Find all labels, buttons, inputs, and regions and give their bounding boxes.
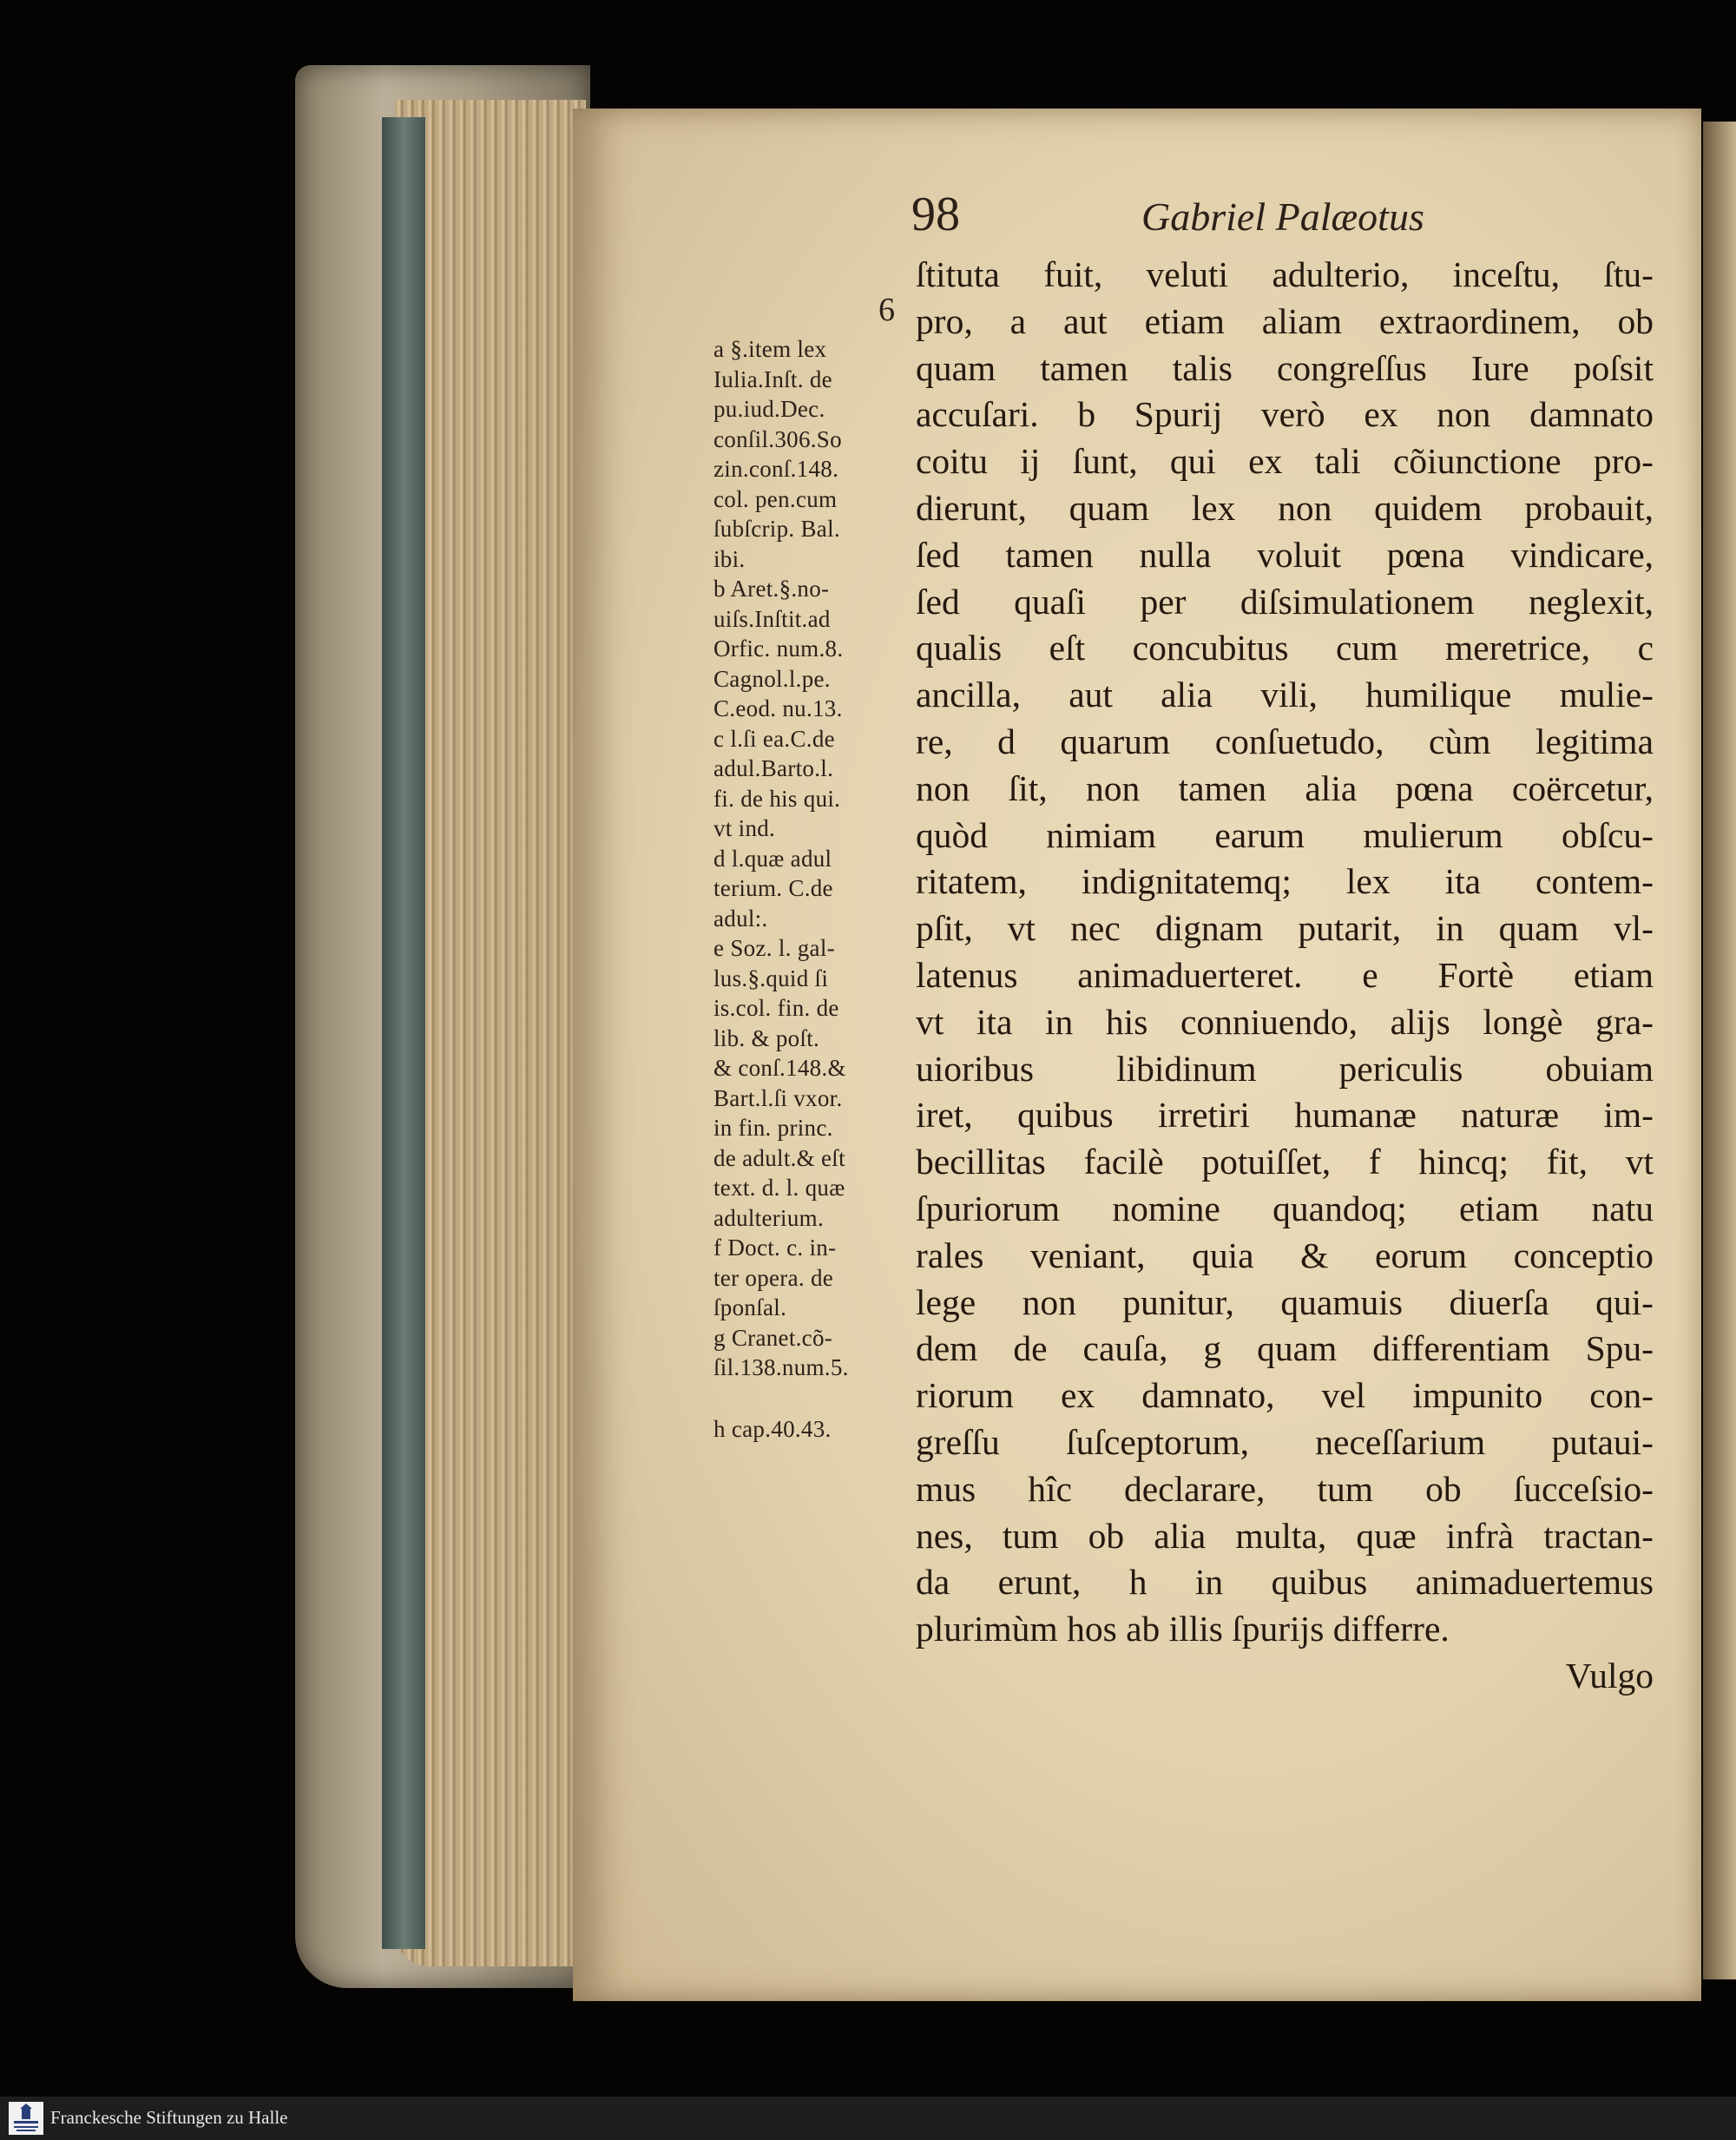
body-line: nes, tum ob alia multa, quæ infrà tractan- (916, 1515, 1654, 1556)
body-line: accuſari. b Spurij verò ex non damnato (916, 394, 1654, 435)
body-line: ancilla, aut alia vili, humilique mulie- (916, 675, 1654, 715)
body-line: plurimùm hos ab illis ſpurijs differre. (916, 1609, 1450, 1649)
marginal-note-line: de adult.& eſt (713, 1144, 845, 1171)
marginal-note-line: Bart.l.ſi vxor. (713, 1084, 843, 1111)
footer-bar (0, 2097, 1736, 2140)
marginal-note-line: Cagnol.l.pe. (713, 665, 831, 692)
catchword: Vulgo (1565, 1655, 1654, 1696)
footer-institution: Franckesche Stiftungen zu Halle (50, 2107, 288, 2128)
marginal-note-line: conſil.306.So (713, 425, 842, 452)
marginal-note-line: Iulia.Inſt. de (713, 365, 832, 392)
marginal-note-line: uiſs.Inſtit.ad (713, 605, 831, 632)
body-line: quòd nimiam earum mulierum obſcu- (916, 814, 1654, 855)
body-line: mus hîc declarare, tum ob ſucceſsio- (916, 1468, 1654, 1509)
marginal-note-line: zin.conſ.148. (713, 456, 839, 482)
marginal-note-line: adul:. (713, 905, 768, 932)
body-line: re, d quarum conſuetudo, cùm legitima (916, 721, 1654, 761)
page-number: 98 (911, 188, 960, 241)
body-line: quam tamen talis congreſſus Iure poſsit (916, 347, 1654, 388)
marginal-note-line: pu.iud.Dec. (713, 396, 825, 422)
body-line: ſed quaſi per diſsimulationem neglexit, (916, 581, 1654, 622)
marginal-note-line: ter opera. de (713, 1264, 834, 1291)
marginal-note-gap (713, 1383, 930, 1414)
body-line: ritatem, indignitatemq; lex ita contem- (916, 861, 1654, 902)
body-line: dem de cauſa, g quam differentiam Spu- (916, 1328, 1654, 1369)
body-line: riorum ex damnato, vel impunito con- (916, 1375, 1654, 1416)
body-line: ſtituta fuit, veluti adulterio, inceſtu, ſtu- (916, 254, 1654, 294)
body-line: ſed tamen nulla voluit pœna vindicare, (916, 534, 1654, 575)
marginal-note-line: is.col. fin. de (713, 995, 839, 1021)
marginal-note-line: a §.item lex (713, 336, 827, 362)
body-line: qualis eſt concubitus cum meretrice, c (916, 628, 1654, 668)
marginal-note-line: C.eod. nu.13. (713, 695, 843, 721)
marginal-note-line: lib. & poſt. (713, 1024, 820, 1051)
body-line: rales veniant, quia & eorum conceptio (916, 1235, 1654, 1275)
body-line: lege non punitur, quamuis diuerſa qui- (916, 1281, 1654, 1322)
marginal-note-line: h cap.40.43. (713, 1415, 832, 1442)
marginal-note-line: lus.§.quid ſi (713, 965, 829, 991)
marginal-note-line: Orfic. num.8. (713, 635, 844, 662)
marginal-note-line: ſubſcrip. Bal. (713, 516, 840, 542)
facing-page-edge (1703, 122, 1736, 1979)
body-line: pro, a aut etiam aliam extraordinem, ob (916, 300, 1654, 341)
marginal-note-line: d l.quæ adul (713, 845, 832, 872)
running-title: Gabriel Palæotus (1141, 194, 1424, 239)
section-marker: 6 (878, 292, 895, 328)
body-line: dierunt, quam lex non quidem probauit, (916, 487, 1654, 528)
marginal-note-line: & conſ.148.& (713, 1055, 846, 1081)
marginal-note-line: in fin. princ. (713, 1115, 833, 1141)
body-line: da erunt, h in quibus animaduertemus (916, 1562, 1654, 1603)
body-line: vt ita in his conniuendo, alijs longè gra- (916, 1001, 1654, 1042)
marginal-note-line: col. pen.cum (713, 485, 838, 512)
marginal-note-line: b Aret.§.no- (713, 576, 830, 602)
marginal-note-line: terium. C.de (713, 875, 833, 901)
body-line: becillitas facilè potuiſſet, f hincq; fit, vt (916, 1142, 1654, 1182)
body-line: non ſit, non tamen alia pœna coërcetur, (916, 767, 1654, 808)
marginal-notes (713, 334, 930, 1444)
franckesche-stiftungen-logo-icon (9, 2102, 43, 2135)
marginal-note-line: fi. de his qui. (713, 785, 841, 812)
body-line: ſpuriorum nomine quandoq; etiam natu (916, 1188, 1654, 1228)
marginal-note-line: adul.Barto.l. (713, 755, 834, 781)
book-spine (382, 117, 425, 1949)
body-line: greſſu ſuſceptorum, neceſſarium putaui- (916, 1421, 1654, 1462)
marginal-note-line: ſponſal. (713, 1294, 787, 1320)
marginal-note-line: f Doct. c. in- (713, 1235, 837, 1261)
marginal-note-line: text. d. l. quæ (713, 1175, 845, 1201)
marginal-note-line: adulterium. (713, 1204, 825, 1231)
marginal-note-line: e Soz. l. gal- (713, 935, 835, 961)
marginal-note-line: vt ind. (713, 815, 776, 841)
body-line: iret, quibus irretiri humanæ naturæ im- (916, 1095, 1654, 1136)
body-line: uioribus libidinum periculis obuiam (916, 1048, 1654, 1089)
body-line: pſit, vt nec dignam putarit, in quam vl- (916, 908, 1654, 949)
body-line: coitu ij ſunt, qui ex tali cõiunctione pro- (916, 441, 1654, 482)
page-header (911, 187, 1693, 247)
marginal-note-line: ibi. (713, 545, 746, 572)
marginal-note-line: c l.ſi ea.C.de (713, 725, 835, 752)
body-text (916, 252, 1654, 1700)
body-line: latenus animaduerteret. e Fortè etiam (916, 954, 1654, 995)
marginal-note-line: ſil.138.num.5. (713, 1354, 849, 1380)
marginal-note-line: g Cranet.cõ- (713, 1324, 833, 1351)
